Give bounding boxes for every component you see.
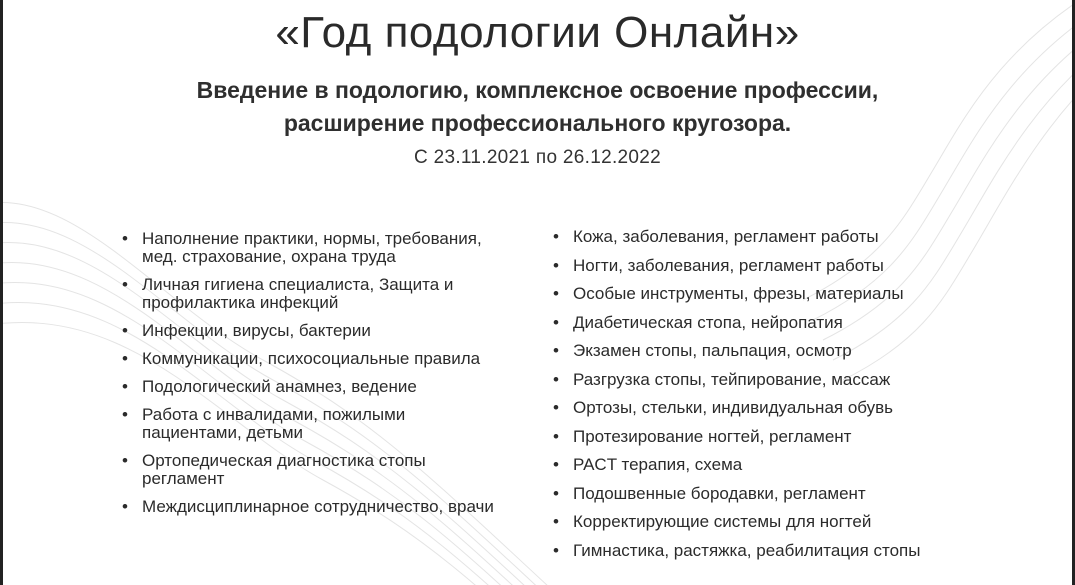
list-item: • Ногти, заболевания, регламент работы [553,257,973,275]
list-item: • Ортозы, стельки, индивидуальная обувь [553,399,973,417]
course-dates: С 23.11.2021 по 26.12.2022 [414,147,661,168]
list-item: • PACT терапия, схема [553,456,973,474]
page-title: «Год подологии Онлайн» [275,8,800,57]
subtitle-line-2: расширение профессионального кругозора. [283,110,792,136]
list-item: • Гимнастика, растяжка, реабилитация стопы [553,542,973,560]
topics-list-left [122,230,502,526]
list-item: • Диабетическая стопа, нейропатия [553,314,973,332]
list-item: • Подошвенные бородавки, регламент [553,485,973,503]
list-item: • Междисциплинарное сотрудничество, врачи [122,498,502,516]
list-item: • Кожа, заболевания, регламент работы [553,228,973,246]
list-item: • Корректирующие системы для ногтей [553,513,973,531]
topics-list-right [553,228,973,570]
list-item: • Разгрузка стопы, тейпирование, массаж [553,371,973,389]
list-item: • Наполнение практики, нормы, требования, мед. страхование, охрана труда [122,230,502,266]
list-item: • Личная гигиена специалиста, Защита и профилактика инфекций [122,276,502,312]
list-item: • Инфекции, вирусы, бактерии [122,322,502,340]
list-item: • Протезирование ногтей, регламент [553,428,973,446]
page-subtitle [3,74,1072,140]
subtitle-line-1: Введение в подологию, комплексное освоение профессии, [196,77,879,103]
list-item: • Работа с инвалидами, пожилыми пациентами, детьми [122,406,502,442]
list-item: • Подологический анамнез, ведение [122,378,502,396]
list-item: • Экзамен стопы, пальпация, осмотр [553,342,973,360]
list-item: • Особые инструменты, фрезы, материалы [553,285,973,303]
list-item: • Ортопедическая диагностика стопы регламент [122,452,502,488]
list-item: • Коммуникации, психосоциальные правила [122,350,502,368]
